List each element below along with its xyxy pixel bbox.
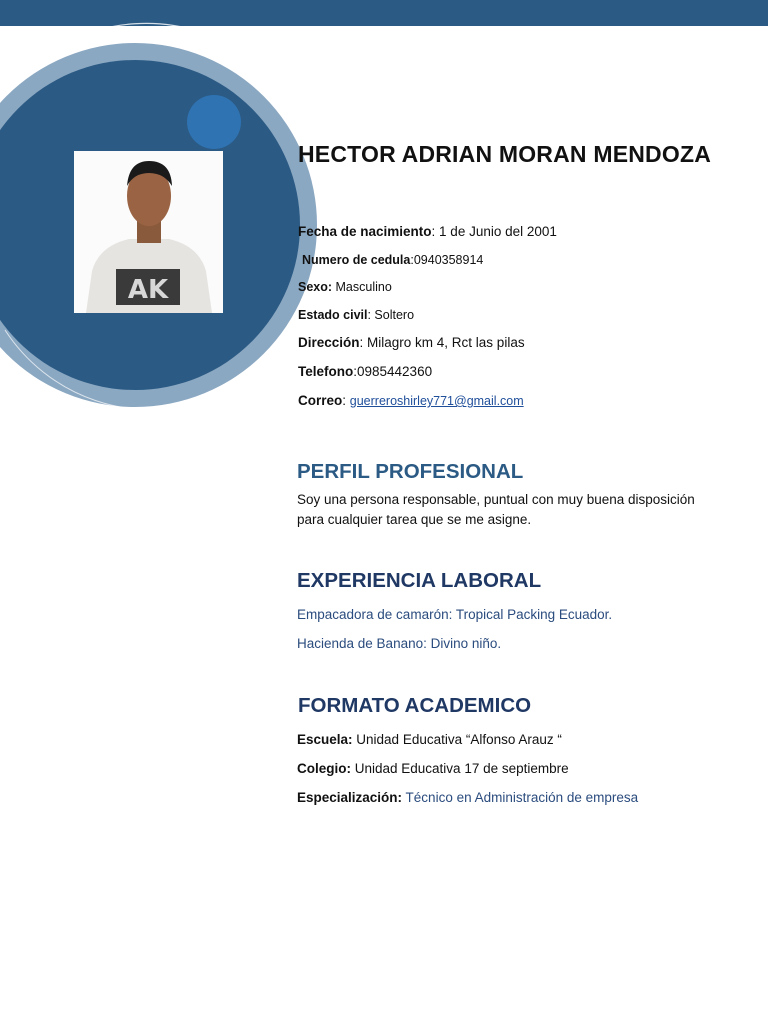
birth-date-row [298, 224, 557, 239]
civil-status-value: : Soltero [367, 308, 415, 322]
college-value: Unidad Educativa 17 de septiembre [351, 761, 569, 776]
address-row [298, 335, 525, 350]
svg-text:AK: AK [127, 275, 169, 305]
experience-item: Empacadora de camarón: Tropical Packing Ecuador. [297, 607, 613, 622]
person-photo-icon [74, 151, 223, 313]
id-number-value: :0940358914 [410, 253, 484, 267]
school-row [297, 732, 562, 747]
civil-status-label: Estado civil [298, 308, 368, 322]
accent-dot [187, 95, 241, 149]
specialization-label: Especialización: [297, 790, 403, 805]
phone-label: Telefono [298, 364, 354, 379]
id-number-label: Numero de cedula [302, 253, 411, 267]
id-number-row [302, 253, 483, 267]
email-link[interactable]: guerreroshirley771@gmail.com [349, 394, 524, 408]
profile-text: Soy una persona responsable, puntual con muy buena disposición para cualquier tarea que se me asigne. [297, 492, 695, 527]
candidate-name: HECTOR ADRIAN MORAN MENDOZA [298, 141, 711, 167]
sex-value: Masculino [332, 280, 392, 294]
phone-row [298, 364, 432, 379]
address-label: Dirección [298, 335, 360, 350]
birth-date-value: : 1 de Junio del 2001 [431, 224, 557, 239]
school-value: Unidad Educativa “Alfonso Arauz “ [352, 732, 562, 747]
birth-date-label: Fecha de nacimiento [298, 224, 432, 239]
school-label: Escuela: [297, 732, 353, 747]
email-separator: : [342, 393, 350, 408]
experience-heading: EXPERIENCIA LABORAL [297, 569, 542, 592]
sex-row [298, 280, 392, 294]
phone-value: :0985442360 [353, 364, 433, 379]
education-heading: FORMATO ACADEMICO [298, 694, 532, 717]
profile-photo [74, 151, 223, 313]
email-row [298, 393, 524, 408]
experience-item: Hacienda de Banano: Divino niño. [297, 636, 502, 651]
civil-status-row [298, 308, 414, 322]
address-value: : Milagro km 4, Rct las pilas [359, 335, 525, 350]
sex-label: Sexo: [298, 280, 333, 294]
college-label: Colegio: [297, 761, 351, 776]
email-label: Correo [298, 393, 343, 408]
college-row [297, 761, 569, 776]
specialization-value: Técnico en Administración de empresa [402, 790, 639, 805]
specialization-row [297, 790, 638, 805]
profile-heading: PERFIL PROFESIONAL [297, 460, 524, 483]
